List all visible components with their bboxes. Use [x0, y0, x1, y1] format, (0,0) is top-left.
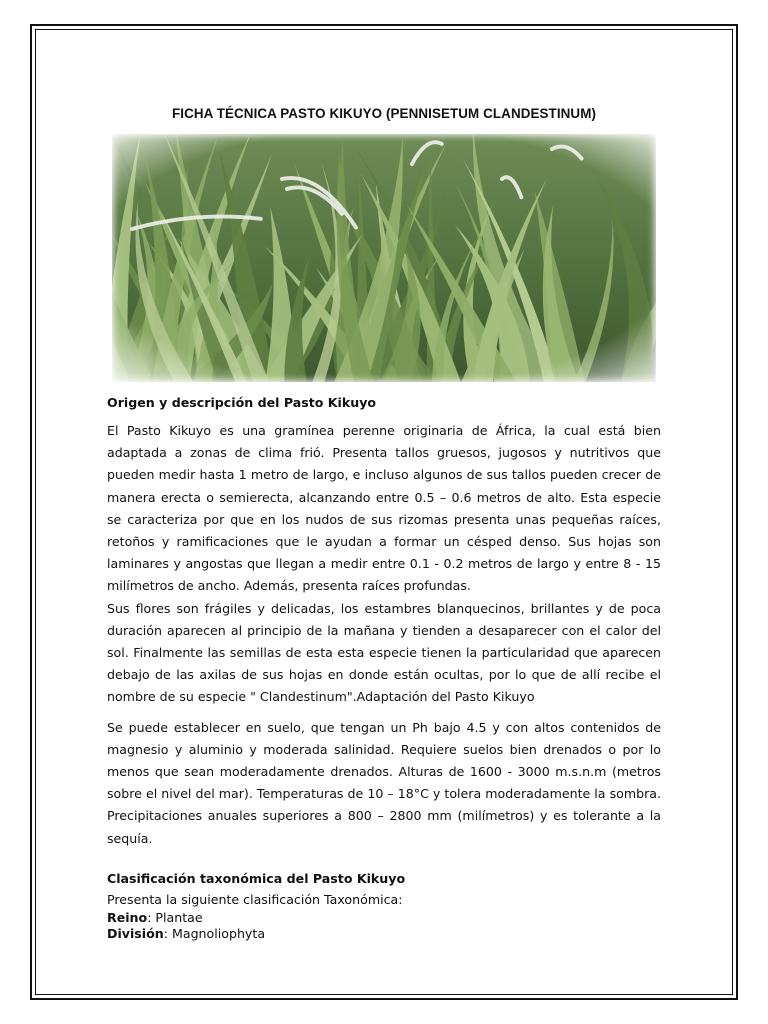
taxonomy-value: : Plantae [147, 909, 203, 925]
document-title: FICHA TÉCNICA PASTO KIKUYO (PENNISETUM CLANDESTINUM) [171, 106, 597, 121]
taxonomy-intro: Presenta la siguiente clasificación Taxonómica: [107, 891, 403, 907]
taxonomy-row-reino [107, 910, 661, 926]
document-body [107, 392, 661, 942]
section-heading-taxonomy: Clasificación taxonómica del Pasto Kikuyo [107, 870, 406, 886]
paragraph-adaptation: Se puede establecer en suelo, que tengan un Ph bajo 4.5 y con altos contenidos de magnesio y aluminio y moderada salinidad. Requiere suelos bien drenados o por lo menos que sean moderadamente drenados. Alturas de 1600 - 3000 m.s.n.m (metros sobre el nivel del mar). Temperaturas de 10 – 18°C y tolera moderadamente la sombra. Precipitaciones anuales superiores a 800 – 2800 mm (milímetros) y es tolerante a la sequía. [107, 719, 661, 846]
taxonomy-value: : Magnoliophyta [163, 925, 266, 941]
section-heading-origin: Origen y descripción del Pasto Kikuyo [107, 395, 377, 410]
grass-photo [112, 134, 656, 382]
paragraph-flowers: Sus flores son frágiles y delicadas, los estambres blanquecinos, brillantes y de poca duración aparecen al principio de la mañana y tienden a desaparecer con el calor del sol. Finalmente las semillas de esta esta especie tienen la particularidad que aparecen debajo de las axilas de sus hojas en donde están ocultas, por lo que de allí recibe el nombre de su especie " Clandestinum".Adaptación del Pasto Kikuyo [107, 600, 661, 705]
paragraph-origin: El Pasto Kikuyo es una gramínea perenne originaria de África, la cual está bien adaptada a zonas de clima frió. Presenta tallos gruesos, jugosos y nutritivos que pueden medir hasta 1 metro de largo, e incluso algunos de sus tallos pueden crecer de manera erecta o semierecta, alcanzando entre 0.5 – 0.6 metros de alto. Esta especie se caracteriza por que en los nudos de sus rizomas presenta unas pequeñas raíces, retoños y ramificaciones que le ayudan a formar un césped denso. Sus hojas son laminares y angostas que llegan a medir entre 0.1 - 0.2 metros de largo y entre 8 - 15 milímetros de ancho. Además, presenta raíces profundas. [107, 423, 661, 594]
taxonomy-label: División [107, 925, 164, 941]
taxonomy-label: Reino [107, 909, 148, 925]
taxonomy-row-division [107, 926, 661, 942]
